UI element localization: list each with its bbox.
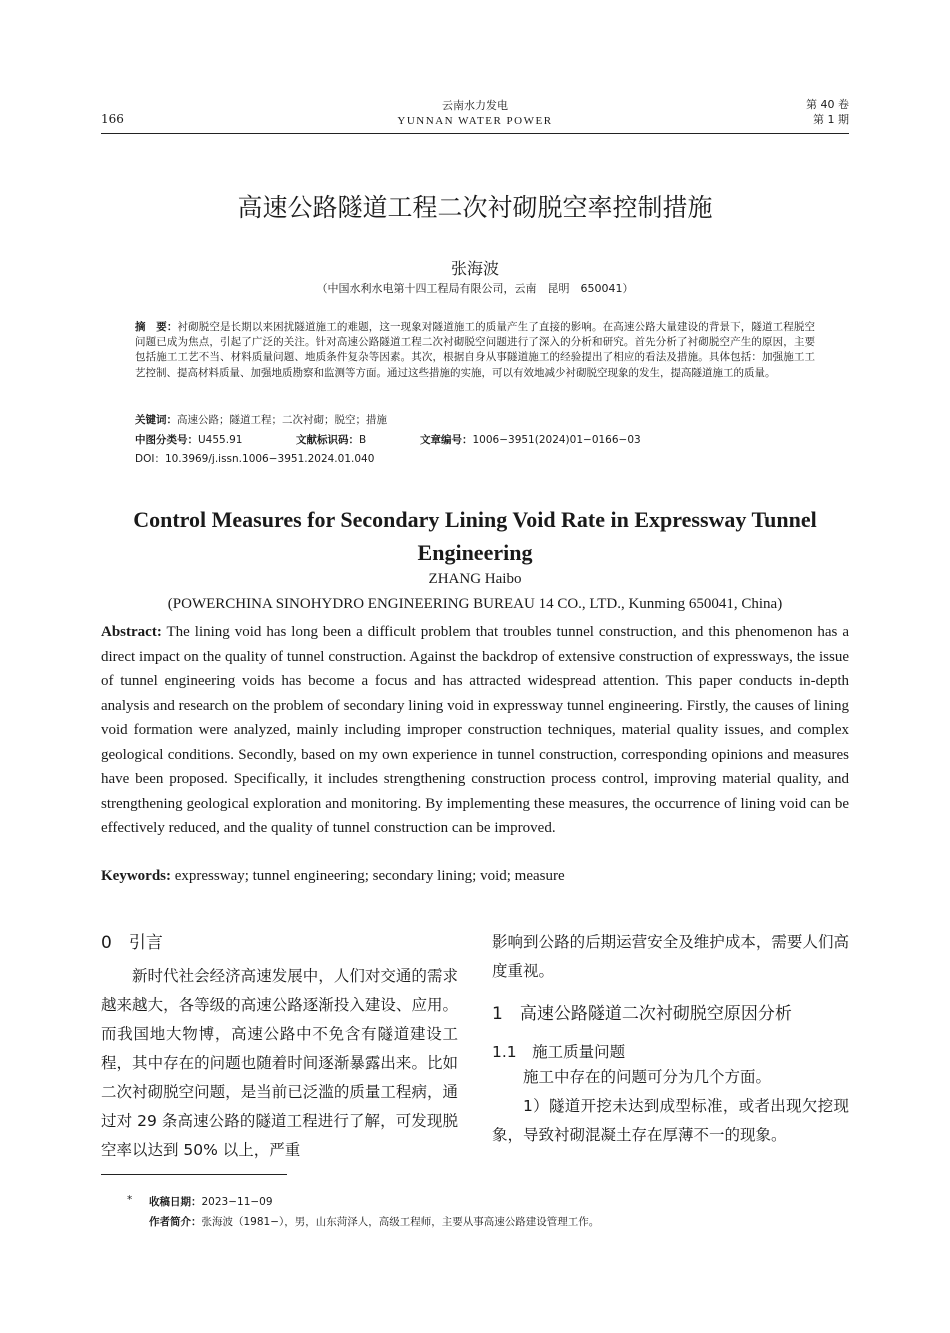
journal-name-cn: 云南水力发电 <box>442 99 508 112</box>
page-number: 166 <box>101 112 124 126</box>
journal-name <box>101 97 849 127</box>
volume: 第 40 卷 <box>806 98 849 111</box>
doi: DOI：10.3969/j.issn.1006−3951.2024.01.040 <box>135 453 375 465</box>
doc-code-value: B <box>359 434 367 446</box>
section-1-1-paragraph-1: 施工中存在的问题可分为几个方面。 <box>523 1068 772 1086</box>
article-no-label: 文章编号： <box>420 434 473 446</box>
body-column-left <box>101 928 458 1165</box>
issue: 第 1 期 <box>813 113 849 126</box>
classification-clc <box>135 432 242 447</box>
abstract-en-label: Abstract: <box>101 624 162 640</box>
abstract-cn-label: 摘 要： <box>135 321 178 333</box>
classification-doc <box>296 432 366 447</box>
clc-value: U455.91 <box>198 434 243 446</box>
keywords-cn-text: 高速公路；隧道工程；二次衬砌；脱空；措施 <box>177 414 387 426</box>
abstract-en-text: The lining void has long been a difficult problem that troubles tunnel construction, and this phenomenon has a direct impact on the quality of tunnel construction. Against the backdrop of extensive construction of expressways, the issue of tunnel engineering voids has become a focus and has attracted widespread attention. This paper conducts in-depth analysis and research on the problem of secondary lining void in expressway tunnel engineering. Firstly, the causes of lining void formation were analyzed, mainly including improper construction techniques, material quality issues, and complex geological conditions. Secondly, based on my own experience in tunnel construction, corresponding opinions and measures have been proposed. Specifically, it includes strengthening construction process control, improving material quality, and strengthening geological exploration and monitoring. By implementing these measures, the occurrence of lining void can be effectively reduced, and the quality of tunnel construction can be improved. <box>101 624 849 836</box>
bio-value: 张海波（1981−），男，山东菏泽人，高级工程师，主要从事高速公路建设管理工作。 <box>201 1216 600 1228</box>
keywords-en-text: expressway; tunnel engineering; secondary lining; void; measure <box>174 868 565 884</box>
received-label: 收稿日期： <box>149 1196 202 1208</box>
volume-issue <box>806 97 849 127</box>
title-en: Control Measures for Secondary Lining Void Rate in Expressway Tunnel Engineering <box>133 507 817 565</box>
bio-label: 作者简介： <box>149 1216 202 1228</box>
section-1-1-heading: 1.1 施工质量问题 <box>492 1043 626 1061</box>
affiliation-en: (POWERCHINA SINOHYDRO ENGINEERING BUREAU 14 CO., LTD., Kunming 650041, China) <box>167 596 783 612</box>
author-en: ZHANG Haibo <box>428 571 522 587</box>
clc-label: 中图分类号： <box>135 434 198 446</box>
running-header <box>101 95 849 134</box>
keywords-en-label: Keywords: <box>101 868 171 884</box>
section-0-continuation: 影响到公路的后期运营安全及维护成本，需要人们高度重视。 <box>492 933 849 980</box>
journal-name-en: YUNNAN WATER POWER <box>397 115 553 127</box>
abstract-en <box>101 620 849 841</box>
body-column-right <box>492 928 849 1150</box>
footnote-received <box>149 1194 273 1209</box>
title-cn: 高速公路隧道工程二次衬砌脱空率控制措施 <box>237 193 713 222</box>
abstract-cn-text: 衬砌脱空是长期以来困扰隧道施工的难题，这一现象对隧道施工的质量产生了直接的影响。在高速公路大量建设的背景下，隧道工程脱空问题已成为焦点，引起了广泛的关注。针对高速公路隧道工程二次衬砌脱空问题进行了深入的分析和研究。首先分析了衬砌脱空产生的原因，主要包括施工工艺不当、材料质量问题、地质条件复杂等因素。其次，根据自身从事隧道施工的经验提出了相应的看法及措施。具体包括：加强施工工艺控制、提高材料质量、加强地质勘察和监测等方面。通过这些措施的实施，可以有效地减少衬砌脱空现象的发生，提高隧道施工的质量。 <box>135 321 816 379</box>
keywords-cn <box>135 412 387 427</box>
section-0-paragraph: 新时代社会经济高速发展中，人们对交通的需求越来越大，各等级的高速公路逐渐投入建设、应用。而我国地大物博，高速公路中不免含有隧道建设工程，其中存在的问题也随着时间逐渐暴露出来。比如二次衬砌脱空问题，是当前已泛滥的质量工程病，通过对 29 条高速公路的隧道工程进行了解，可发现脱空率以达到 50% 以上，严重 <box>101 967 458 1159</box>
doc-code-label: 文献标识码： <box>296 434 359 446</box>
section-1-heading: 1 高速公路隧道二次衬砌脱空原因分析 <box>492 1004 792 1024</box>
abstract-cn <box>135 320 815 381</box>
footnote-author-bio <box>149 1214 599 1229</box>
keywords-cn-label: 关键词： <box>135 414 177 426</box>
section-0-heading: 0 引言 <box>101 933 163 953</box>
received-value: 2023−11−09 <box>201 1196 273 1208</box>
classification-article <box>420 432 641 447</box>
affiliation-cn: （中国水利水电第十四工程局有限公司，云南 昆明 650041） <box>316 282 634 295</box>
keywords-en <box>101 868 849 885</box>
article-no-value: 1006−3951(2024)01−0166−03 <box>472 434 641 446</box>
section-1-1-paragraph-2: 1）隧道开挖未达到成型标准，或者出现欠挖现象，导致衬砌混凝土存在厚薄不一的现象。 <box>492 1097 849 1144</box>
author-cn: 张海波 <box>450 259 499 278</box>
footnote-divider <box>101 1174 287 1175</box>
footnote-star: * <box>127 1194 133 1206</box>
